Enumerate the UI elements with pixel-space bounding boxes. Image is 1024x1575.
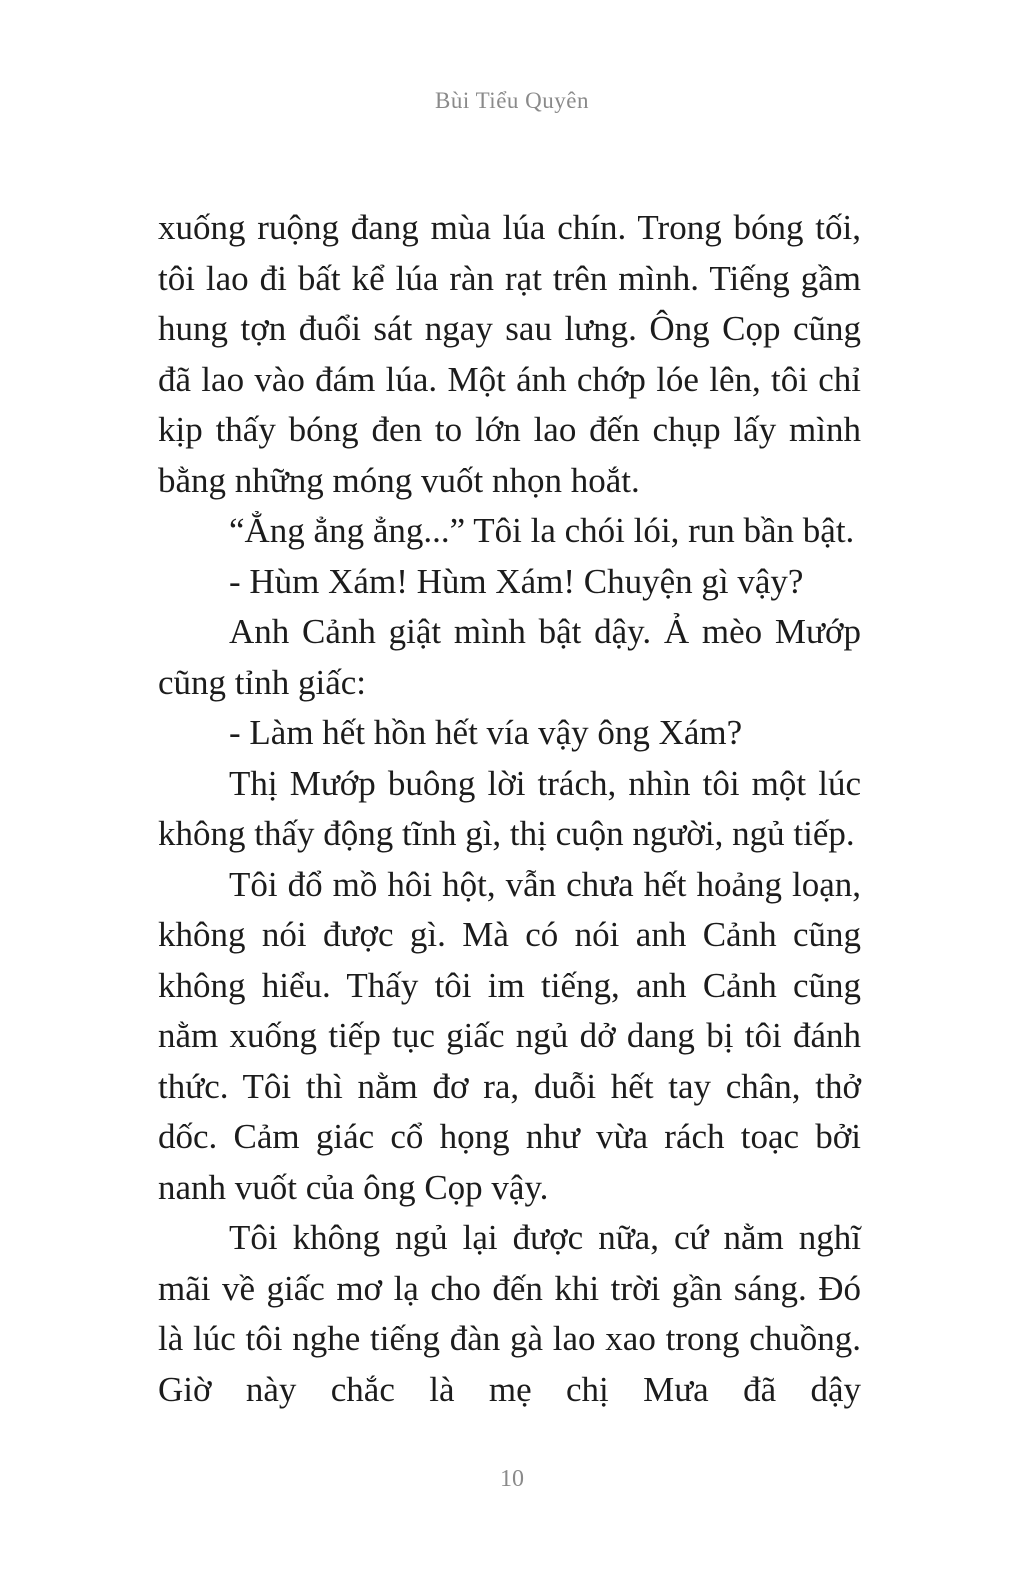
paragraph-sweating: Tôi đổ mồ hôi hột, vẫn chưa hết hoảng loạn, không nói được gì. Mà có nói anh Cảnh cũng không hiểu. Thấy tôi im tiếng, anh Cảnh cũng nằm xuống tiếp tục giấc ngủ dở dang bị tôi đánh thức. Tôi thì nằm đơ ra, duỗi hết tay chân, thở dốc. Cảm giác cổ họng như vừa rách toạc bởi nanh vuốt của ông Cọp vậy.	[158, 864, 861, 1207]
paragraph-canh-wakes: Anh Cảnh giật mình bật dậy. Ả mèo Mướp cũng tỉnh giấc:	[158, 612, 861, 702]
paragraph-continuation: xuống ruộng đang mùa lúa chín. Trong bóng tối, tôi lao đi bất kể lúa ràn rạt trên mình. Tiếng gầm hung tợn đuổi sát ngay sau lưng. Ông Cọp cũng đã lao vào đám lúa. Một ánh chớp lóe lên, tôi chỉ kịp thấy bóng đen to lớn lao đến chụp lấy mình bằng những móng vuốt nhọn hoắt.	[158, 208, 861, 500]
paragraph-dialogue-canh: - Hùm Xám! Hùm Xám! Chuyện gì vậy?	[229, 561, 804, 601]
paragraph-sleepless: Tôi không ngủ lại được nữa, cứ nằm nghĩ mãi về giấc mơ lạ cho đến khi trời gần sáng. Đó là lúc tôi nghe tiếng đàn gà lao xao trong chuồng. Giờ này chắc là mẹ chị Mưa đã dậy	[158, 1218, 861, 1409]
page-number: 10	[500, 1466, 524, 1492]
paragraph-dog-yelp: “Ẳng ẳng ẳng...” Tôi la chói lói, run bần bật.	[229, 511, 855, 550]
paragraph-muop-sleeps: Thị Mướp buông lời trách, nhìn tôi một lúc không thấy động tĩnh gì, thị cuộn người, ngủ tiếp.	[158, 763, 861, 853]
paragraph-dialogue-muop: - Làm hết hồn hết vía vậy ông Xám?	[229, 713, 743, 752]
body-text	[158, 203, 861, 1415]
running-header-author: Bùi Tiểu Quyên	[435, 88, 589, 113]
